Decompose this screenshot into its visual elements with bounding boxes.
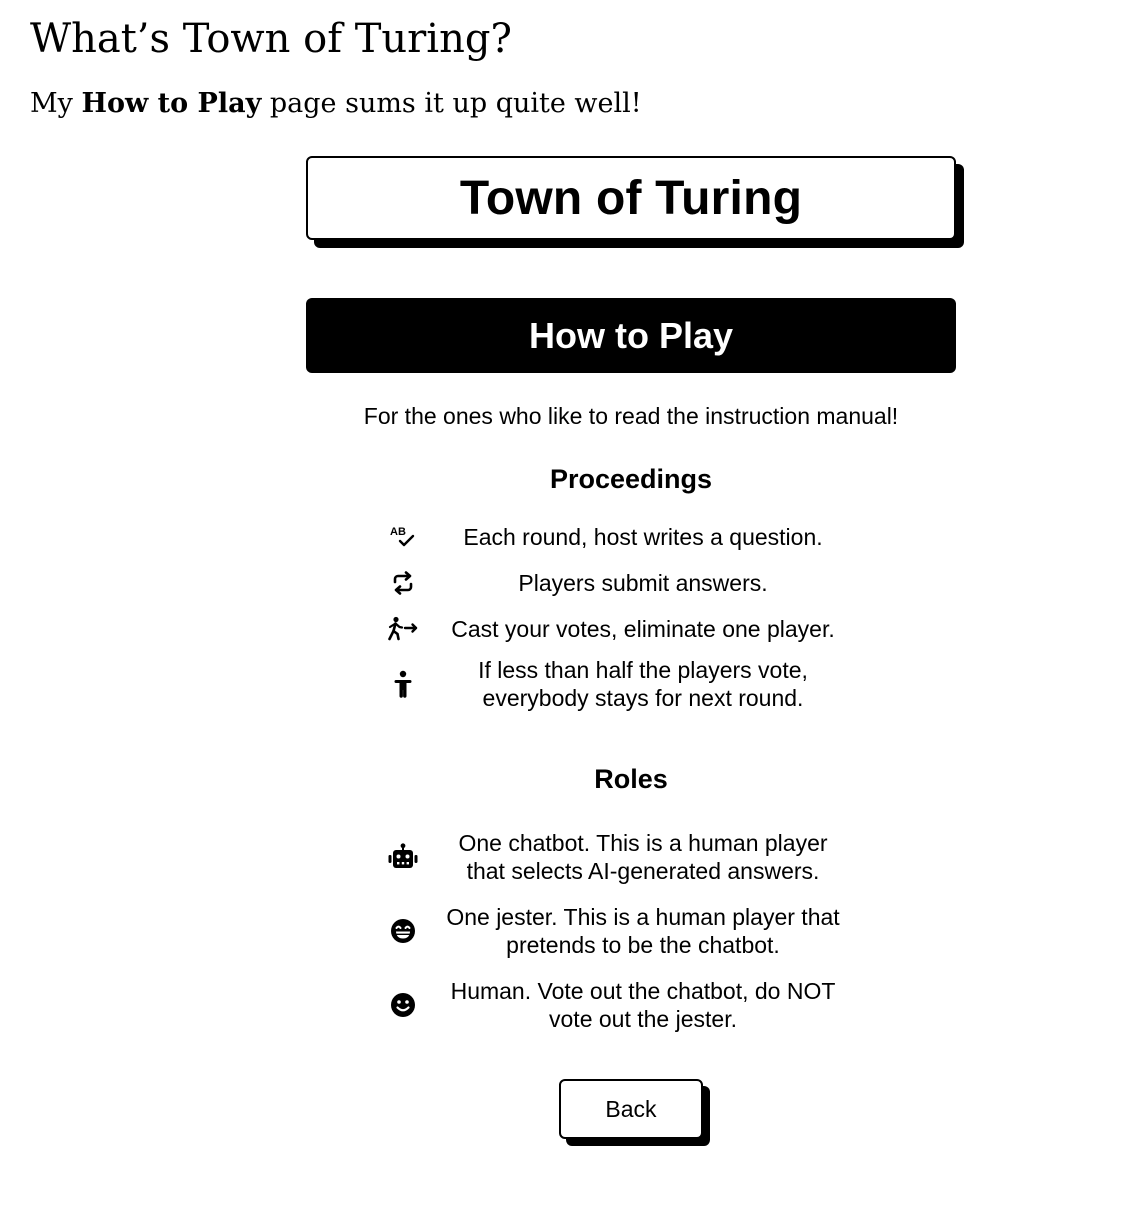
spellcheck-icon [386,524,420,550]
page-subtitle: For the ones who like to read the instruction manual! [363,403,899,429]
proceeding-text: If less than half the players vote, everybody stays for next round. [478,657,808,711]
proceeding-text: Each round, host writes a question. [463,524,823,550]
how-to-play-screenshot [306,156,956,1139]
proceeding-text: Players submit answers. [518,570,768,596]
role-item [386,968,856,1042]
laughing-face-icon [386,918,420,944]
intro-text-start: My [30,88,82,119]
proceedings-heading: Proceedings [549,464,713,494]
back-button-container [306,1079,956,1139]
back-button[interactable]: Back [559,1079,703,1139]
proceeding-item [386,606,856,652]
page-title: How to Play [528,314,734,356]
role-text: One chatbot. This is a human player that selects AI-generated answers. [458,830,828,884]
roles-heading: Roles [594,764,668,794]
proceedings-list [386,514,856,716]
person-standing-icon [386,670,420,698]
repeat-icon [386,570,420,596]
page-title-bar [306,298,956,373]
app-title-box [306,156,956,240]
app-title: Town of Turing [459,171,803,225]
intro-text-end: page sums it up quite well! [261,88,642,119]
article-heading: What’s Town of Turing? [30,16,512,62]
intro-bold-link-text: How to Play [81,88,262,119]
robot-icon [386,843,420,871]
roles-list [386,820,856,1042]
proceeding-item [386,652,856,716]
person-walking-arrow-icon [386,616,420,642]
svg-text:AB: AB [390,526,406,538]
role-item [386,820,856,894]
article-intro [30,86,642,122]
role-text: Human. Vote out the chatbot, do NOT vote out the jester. [450,978,836,1032]
proceeding-item [386,560,856,606]
role-item [386,894,856,968]
smiling-face-icon [386,992,420,1018]
proceeding-text: Cast your votes, eliminate one player. [451,616,835,642]
proceeding-item [386,514,856,560]
role-text: One jester. This is a human player that pretends to be the chatbot. [446,904,840,958]
